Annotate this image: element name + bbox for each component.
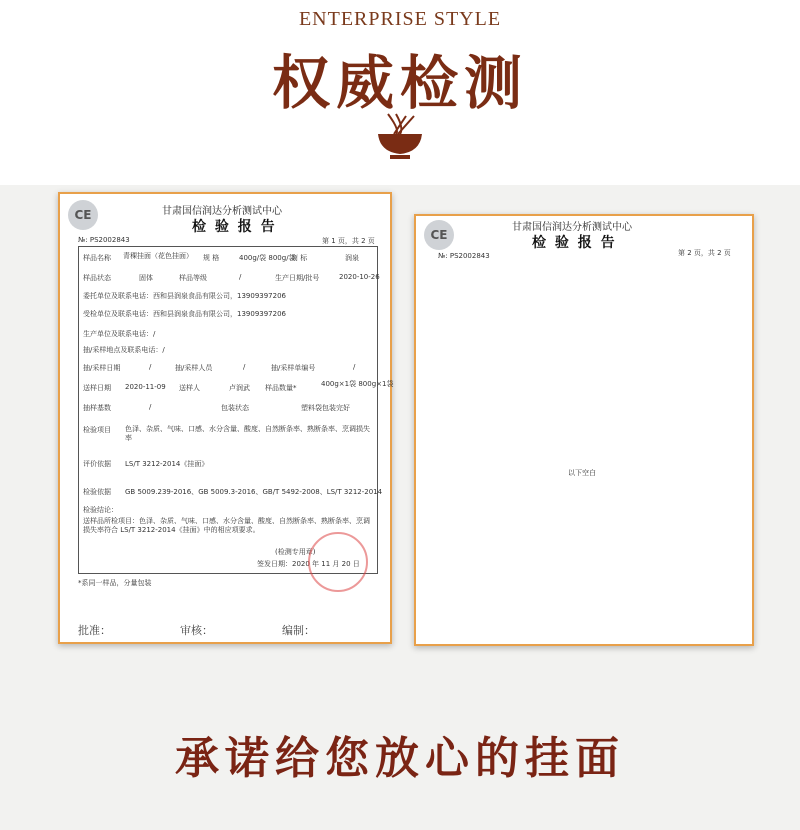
org-name: 甘肃国信润达分析测试中心 — [162, 206, 282, 217]
end-mark: 以下空白 — [568, 469, 596, 477]
pack: 塑料袋包装完好 — [301, 404, 350, 412]
sampling-date: / — [149, 363, 152, 371]
base-label: 抽样基数 — [83, 404, 111, 412]
state-value: 固体 — [139, 274, 153, 282]
qty-label: 样品数量* — [265, 384, 297, 392]
sample-name: 青稞挂面（花色挂面） — [123, 252, 193, 260]
cnas-logo-icon: CE — [68, 200, 98, 230]
conclusion: 送样品所检项目：色泽、杂质、气味、口感、水分含量、酸度、自然断条率、熟断条率、烹调损失率符合 LS/T 3212-2014《挂面》中的相应项要求。 — [83, 517, 370, 534]
base: / — [149, 403, 152, 411]
spec-label: 规 格 — [203, 254, 220, 262]
sender: 卢润武 — [229, 384, 250, 392]
spec-value: 400g/袋 800g/袋 — [239, 254, 296, 262]
report-title: 检 验 报 告 — [532, 235, 617, 251]
send-date: 2020-11-09 — [125, 383, 166, 391]
compile-label: 编制： — [282, 624, 315, 637]
sample-name-label: 样品名称 — [83, 254, 111, 262]
sign-date: 签发日期：2020 年 11 月 20 日 — [257, 560, 360, 568]
eval-label: 评价依据 — [83, 460, 111, 468]
info-table — [78, 246, 394, 574]
grade-value: / — [239, 273, 242, 281]
sender-label: 送样人 — [179, 384, 200, 392]
official-seal — [308, 532, 368, 592]
state-label: 样品状态 — [83, 274, 111, 282]
page-indicator: 第 2 页，共 2 页 — [678, 249, 731, 257]
eval: LS/T 3212-2014《挂面》 — [125, 460, 209, 468]
conclusion-label: 检验结论： — [83, 506, 118, 514]
review-label: 审核： — [180, 624, 213, 637]
report-number: №: PS2002843 — [438, 252, 490, 260]
place-line: 抽/采样地点及联系电话：/ — [83, 346, 165, 354]
slogan: 承诺给您放心的挂面 — [175, 733, 625, 784]
report-page-2 — [414, 214, 754, 646]
pack-label: 包装状态 — [221, 404, 249, 412]
method-label: 检验依据 — [83, 488, 111, 496]
report-title: 检 验 报 告 — [192, 219, 277, 235]
trademark-label: 商 标 — [291, 254, 308, 262]
sampling-no: / — [353, 363, 356, 371]
cnas-logo-icon: CE — [424, 220, 454, 250]
sampler: / — [243, 363, 246, 371]
producer-line: 生产单位及联系电话：/ — [83, 330, 156, 338]
remark: *系同一样品，分量包装 — [78, 579, 152, 587]
client-line: 委托单位及联系电话：西和县润泉食品有限公司，13909397206 — [83, 292, 286, 300]
tagline: ENTERPRISE STYLE — [298, 8, 502, 30]
report-number: №: PS2002843 — [78, 236, 130, 244]
method: GB 5009.239-2016、GB 5009.3-2016、GB/T 5492-2008、LS/T 3212-2014 — [125, 488, 383, 496]
page-title: 权威检测 — [271, 49, 528, 117]
approve-label: 批准： — [78, 624, 111, 637]
qty: 400g×1袋 800g×1袋 — [321, 380, 394, 388]
sampling-no-label: 抽/采样单编号 — [271, 364, 316, 372]
sampling-date-label: 抽/采样日期 — [83, 364, 121, 372]
inspected-line: 受检单位及联系电话：西和县润泉食品有限公司，13909397206 — [83, 310, 286, 318]
org-name: 甘肃国信润达分析测试中心 — [512, 222, 632, 233]
prod-date-label: 生产日期/批号 — [275, 274, 320, 282]
prod-date: 2020-10-26 — [339, 273, 380, 281]
noodle-bowl-icon — [374, 112, 426, 160]
header-banner — [0, 0, 800, 185]
sampler-label: 抽/采样人员 — [175, 364, 213, 372]
page-indicator: 第 1 页，共 2 页 — [322, 237, 375, 245]
items: 色泽、杂质、气味、口感、水分含量、酸度、自然断条率、熟断条率、烹调损失率 — [125, 425, 370, 442]
report-page-1 — [58, 192, 392, 644]
send-date-label: 送样日期 — [83, 384, 111, 392]
seal-note: (检测专用章) — [275, 548, 316, 556]
trademark: 润泉 — [345, 254, 359, 262]
grade-label: 样品等级 — [179, 274, 207, 282]
items-label: 检验项目 — [83, 426, 111, 434]
